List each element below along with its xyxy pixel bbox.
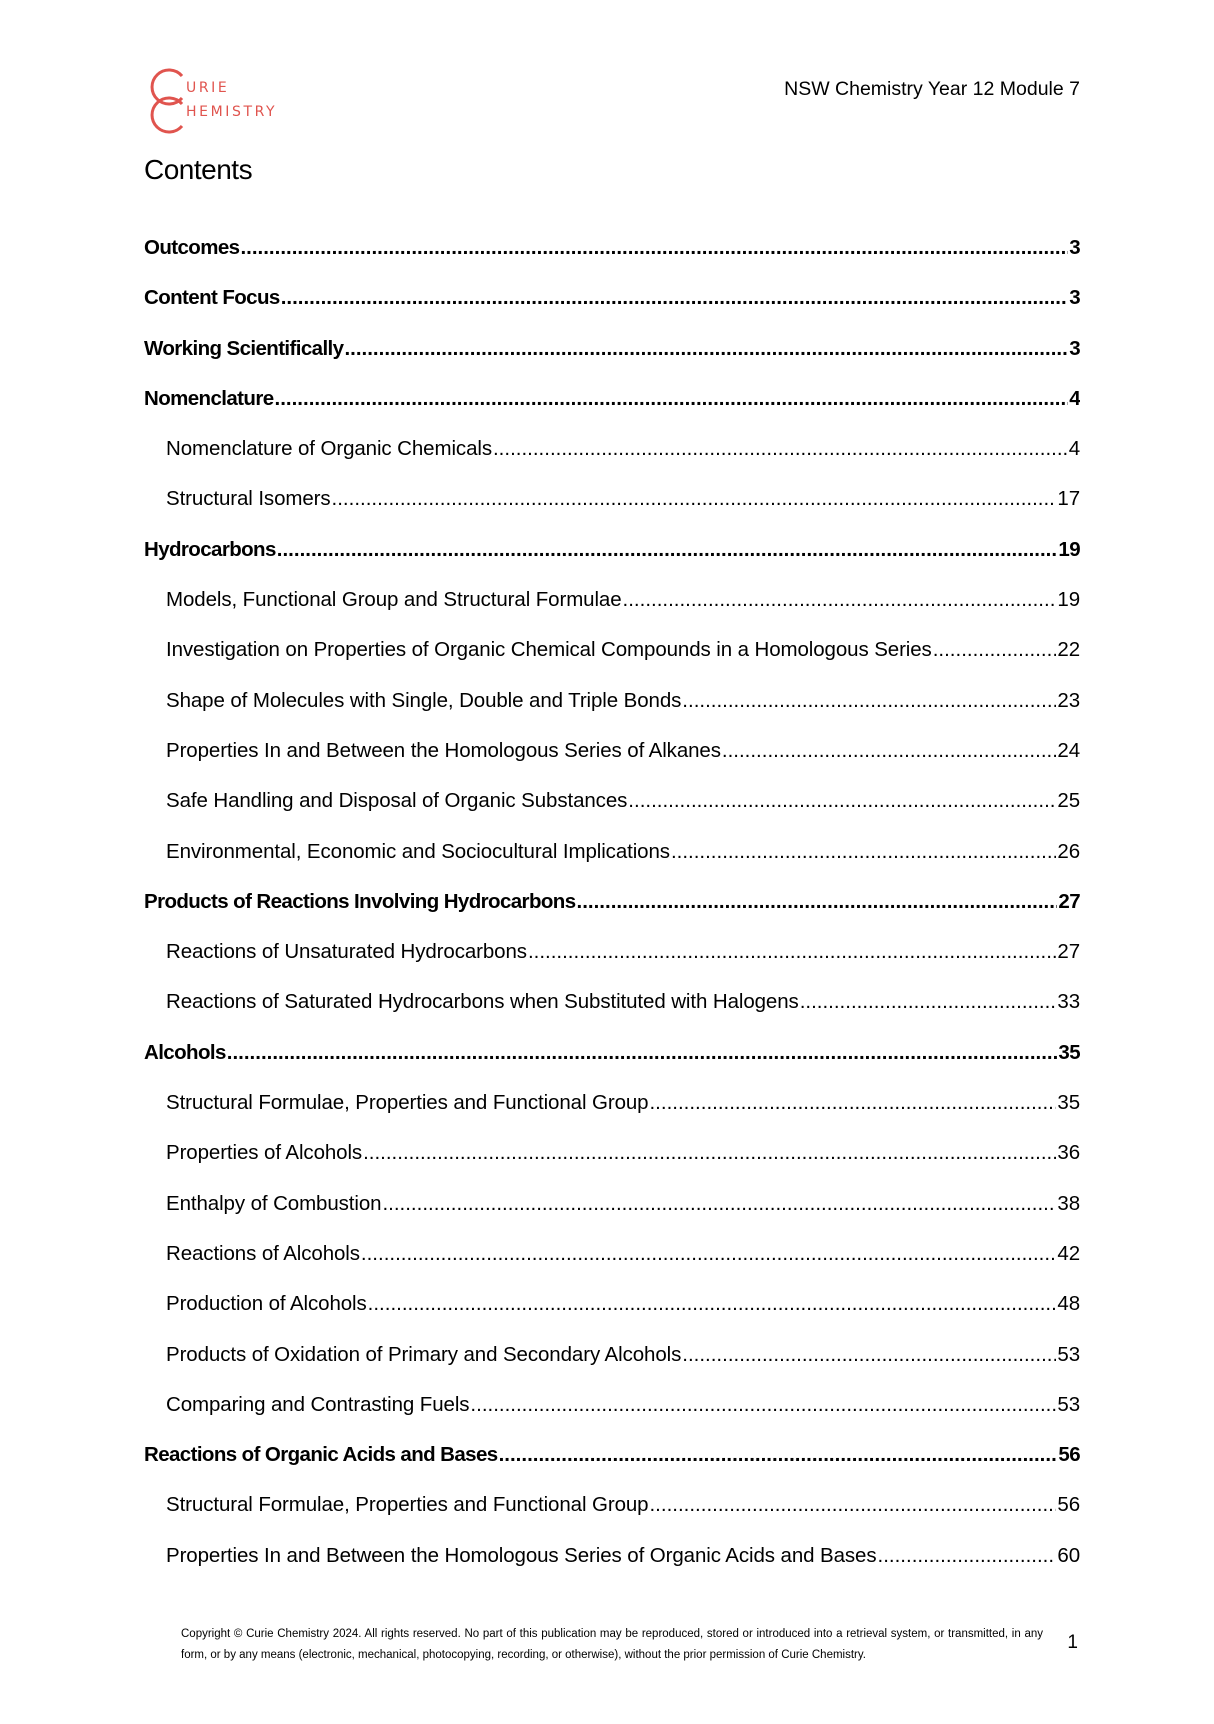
toc-dot-leader [800, 990, 1057, 1014]
toc-entry-page-number: 60 [1057, 1543, 1080, 1567]
toc-entry-label: Alcohols [144, 1040, 226, 1064]
toc-entry-page-number: 56 [1057, 1493, 1080, 1517]
toc-dot-leader [623, 588, 1057, 612]
toc-subsection-entry[interactable] [144, 990, 1080, 1040]
toc-entry-label: Products of Oxidation of Primary and Secondary Alcohols [166, 1342, 682, 1366]
curie-chemistry-c-logo-icon [144, 68, 188, 134]
curie-chemistry-logo [144, 68, 284, 134]
toc-entry-label: Hydrocarbons [144, 537, 276, 561]
toc-entry-page-number: 35 [1057, 1091, 1080, 1115]
toc-subsection-entry[interactable] [144, 638, 1080, 688]
toc-section-entry[interactable] [144, 1443, 1080, 1493]
toc-subsection-entry[interactable] [144, 1242, 1080, 1292]
toc-entry-page-number: 56 [1058, 1443, 1080, 1467]
toc-entry-label: Properties In and Between the Homologous Series of Alkanes [166, 738, 721, 762]
toc-dot-leader [649, 1091, 1056, 1115]
toc-entry-page-number: 3 [1069, 236, 1080, 259]
toc-entry-page-number: 48 [1057, 1292, 1080, 1316]
toc-entry-page-number: 53 [1057, 1342, 1080, 1366]
toc-entry-label: Nomenclature [144, 386, 274, 410]
toc-entry-page-number: 4 [1069, 386, 1080, 410]
toc-dot-leader [275, 387, 1069, 411]
toc-entry-page-number: 19 [1057, 588, 1080, 612]
toc-entry-label: Nomenclature of Organic Chemicals [166, 437, 492, 461]
toc-entry-label: Reactions of Alcohols [166, 1241, 360, 1265]
toc-subsection-entry[interactable] [144, 487, 1080, 537]
toc-dot-leader [277, 538, 1058, 562]
toc-entry-label: Outcomes [144, 236, 240, 259]
toc-entry-label: Reactions of Organic Acids and Bases [144, 1443, 498, 1467]
page-number: 1 [1067, 1632, 1078, 1653]
toc-subsection-entry[interactable] [144, 739, 1080, 789]
toc-subsection-entry[interactable] [144, 1343, 1080, 1393]
toc-entry-label: Properties In and Between the Homologous Series of Organic Acids and Bases [166, 1543, 877, 1567]
toc-subsection-entry[interactable] [144, 1393, 1080, 1443]
toc-subsection-entry[interactable] [144, 1292, 1080, 1342]
toc-entry-page-number: 3 [1069, 286, 1080, 310]
toc-dot-leader [499, 1443, 1058, 1467]
toc-entry-page-number: 22 [1057, 638, 1080, 662]
toc-entry-label: Shape of Molecules with Single, Double and Triple Bonds [166, 688, 682, 712]
toc-entry-page-number: 17 [1057, 487, 1080, 511]
toc-entry-page-number: 25 [1057, 789, 1080, 813]
toc-entry-label: Structural Formulae, Properties and Functional Group [166, 1493, 649, 1517]
header-module-title: NSW Chemistry Year 12 Module 7 [784, 78, 1080, 100]
toc-entry-label: Investigation on Properties of Organic Chemical Compounds in a Homologous Series [166, 638, 932, 662]
toc-dot-leader [628, 789, 1056, 813]
toc-entry-page-number: 38 [1057, 1191, 1080, 1215]
toc-dot-leader [722, 739, 1057, 763]
toc-section-entry[interactable] [144, 286, 1080, 336]
toc-dot-leader [363, 1141, 1056, 1165]
toc-dot-leader [332, 487, 1057, 511]
toc-section-entry[interactable] [144, 337, 1080, 387]
toc-entry-page-number: 23 [1057, 688, 1080, 712]
toc-dot-leader [470, 1393, 1056, 1417]
toc-entry-page-number: 19 [1058, 537, 1080, 561]
toc-dot-leader [344, 337, 1068, 361]
toc-subsection-entry[interactable] [144, 1141, 1080, 1191]
logo-line-1: URIE [186, 80, 230, 96]
toc-dot-leader [682, 1343, 1056, 1367]
toc-section-entry[interactable] [144, 890, 1080, 940]
toc-dot-leader [368, 1292, 1057, 1316]
toc-entry-label: Safe Handling and Disposal of Organic Substances [166, 789, 628, 813]
toc-entry-page-number: 27 [1058, 889, 1080, 913]
toc-entry-label: Products of Reactions Involving Hydrocarbons [144, 889, 576, 913]
toc-entry-label: Structural Formulae, Properties and Functional Group [166, 1091, 649, 1115]
toc-dot-leader [493, 437, 1068, 461]
toc-entry-page-number: 26 [1057, 839, 1080, 863]
toc-dot-leader [933, 638, 1057, 662]
toc-dot-leader [682, 689, 1056, 713]
toc-section-entry[interactable] [144, 1041, 1080, 1091]
toc-dot-leader [649, 1493, 1056, 1517]
page-title: Contents [144, 154, 253, 185]
toc-entry-page-number: 42 [1057, 1241, 1080, 1265]
toc-entry-page-number: 35 [1058, 1040, 1080, 1064]
toc-entry-label: Production of Alcohols [166, 1292, 367, 1316]
toc-dot-leader [878, 1544, 1057, 1568]
table-of-contents [144, 236, 1080, 1594]
toc-entry-label: Working Scientifically [144, 336, 344, 360]
toc-dot-leader [361, 1242, 1056, 1266]
toc-entry-page-number: 4 [1068, 437, 1080, 461]
toc-entry-label: Structural Isomers [166, 487, 331, 511]
toc-entry-label: Reactions of Saturated Hydrocarbons when Substituted with Halogens [166, 990, 799, 1014]
toc-entry-label: Models, Functional Group and Structural Formulae [166, 588, 622, 612]
toc-dot-leader [577, 890, 1058, 914]
toc-subsection-entry[interactable] [144, 1091, 1080, 1141]
toc-dot-leader [281, 286, 1068, 310]
toc-entry-label: Content Focus [144, 286, 280, 310]
toc-subsection-entry[interactable] [144, 689, 1080, 739]
toc-subsection-entry[interactable] [144, 940, 1080, 990]
toc-dot-leader [382, 1192, 1056, 1216]
toc-dot-leader [528, 940, 1056, 964]
toc-subsection-entry[interactable] [144, 1544, 1080, 1594]
toc-section-entry[interactable] [144, 538, 1080, 588]
copyright-notice: Copyright © Curie Chemistry 2024. All rights reserved. No part of this publication may be reproduced, stored or introduced into a retrieval system, or transmitted, in any form, or by any means (electronic, mechanical, photocopying, recording, or otherwise), without the prior permission of Curie Chemistry. [181, 1628, 1043, 1661]
toc-entry-page-number: 36 [1057, 1141, 1080, 1165]
toc-subsection-entry[interactable] [144, 1493, 1080, 1543]
toc-entry-page-number: 24 [1057, 738, 1080, 762]
toc-dot-leader [240, 236, 1068, 260]
logo-line-2: HEMISTRY [186, 104, 278, 120]
toc-section-entry[interactable] [144, 387, 1080, 437]
toc-subsection-entry[interactable] [144, 840, 1080, 890]
toc-entry-label: Reactions of Unsaturated Hydrocarbons [166, 940, 527, 964]
toc-entry-page-number: 3 [1069, 336, 1080, 360]
toc-entry-page-number: 27 [1057, 940, 1080, 964]
toc-entry-page-number: 53 [1057, 1392, 1080, 1416]
toc-subsection-entry[interactable] [144, 1192, 1080, 1242]
toc-subsection-entry[interactable] [144, 789, 1080, 839]
toc-section-entry[interactable] [144, 236, 1080, 286]
toc-dot-leader [671, 840, 1056, 864]
toc-entry-label: Properties of Alcohols [166, 1141, 363, 1165]
toc-subsection-entry[interactable] [144, 437, 1080, 487]
toc-dot-leader [227, 1041, 1058, 1065]
toc-entry-label: Environmental, Economic and Sociocultural Implications [166, 839, 670, 863]
toc-subsection-entry[interactable] [144, 588, 1080, 638]
toc-entry-page-number: 33 [1057, 990, 1080, 1014]
toc-entry-label: Enthalpy of Combustion [166, 1191, 382, 1215]
toc-entry-label: Comparing and Contrasting Fuels [166, 1392, 470, 1416]
